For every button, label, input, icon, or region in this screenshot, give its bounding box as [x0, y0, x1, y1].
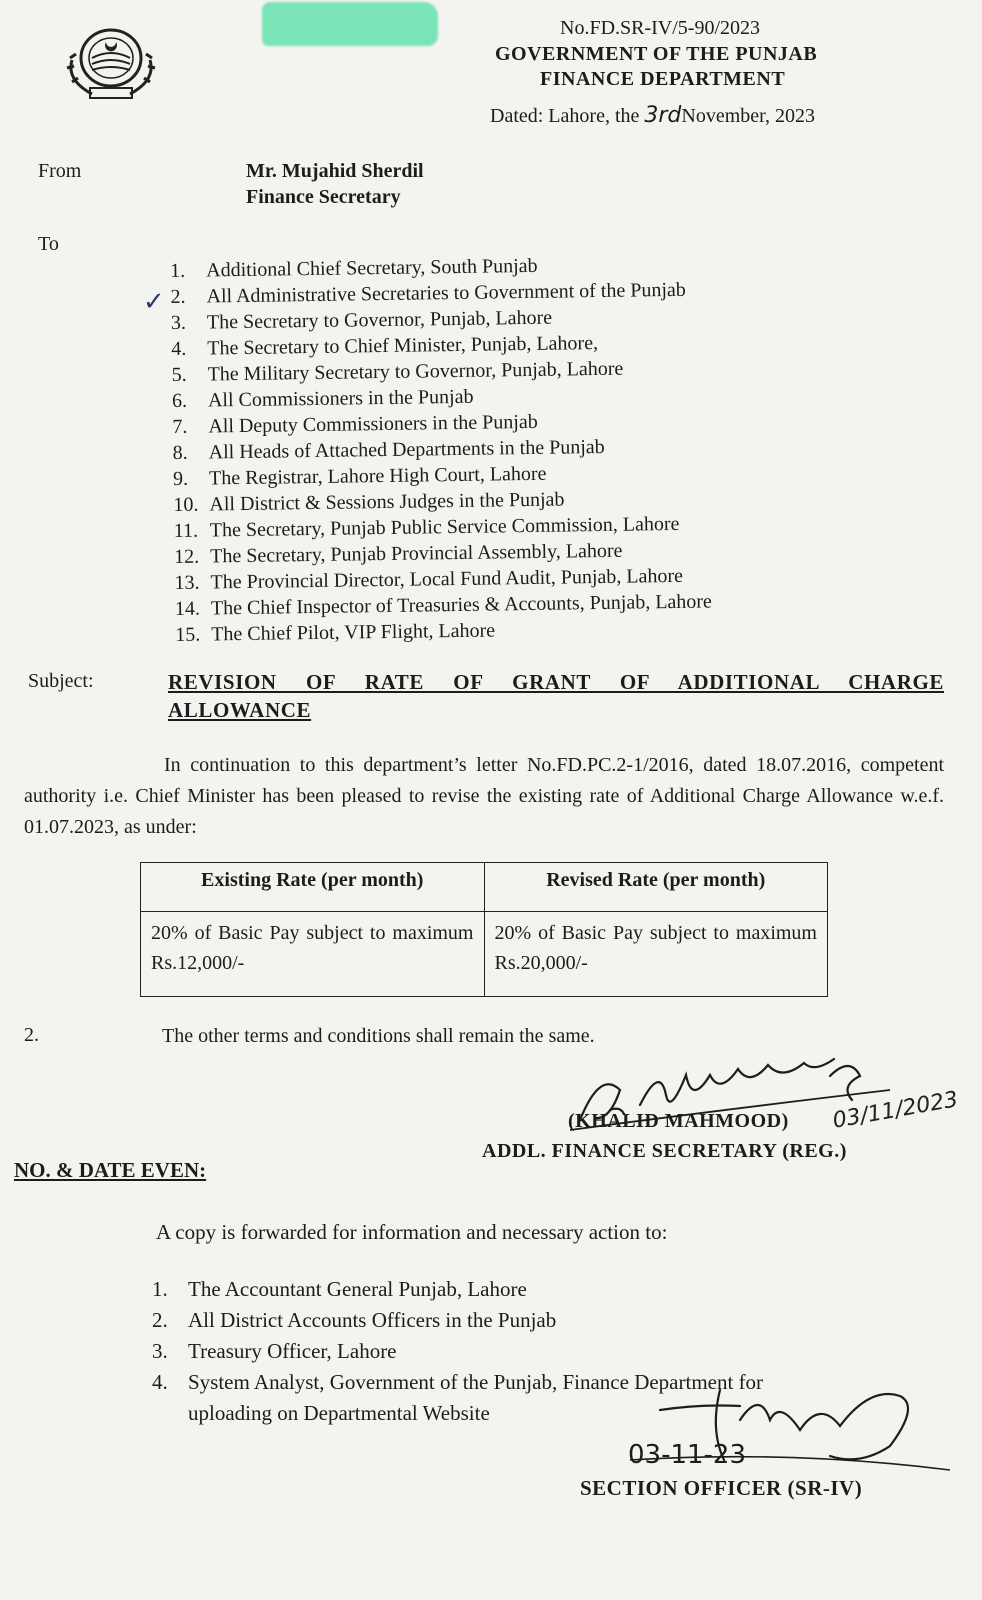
- cell-revised-rate: 20% of Basic Pay subject to maximum Rs.20,000/-: [484, 912, 828, 997]
- dated-line: [490, 103, 815, 128]
- punjab-government-emblem-icon: [62, 20, 160, 104]
- list-item: 11. The Secretary, Punjab Public Service Commission, Lahore: [173, 512, 680, 542]
- sender-block: [246, 158, 424, 210]
- list-item: 1. Additional Chief Secretary, South Punjab: [170, 254, 538, 282]
- list-item: 8. All Heads of Attached Departments in the Punjab: [172, 435, 605, 464]
- list-item-continuation: uploading on Departmental Website: [188, 1401, 490, 1425]
- department-title: FINANCE DEPARTMENT: [540, 68, 786, 90]
- paragraph-2-number: 2.: [24, 1024, 39, 1046]
- subject-line-1: REVISION OF RATE OF GRANT OF ADDITIONAL CHARGE: [168, 670, 944, 694]
- government-title: GOVERNMENT OF THE PUNJAB: [495, 43, 818, 65]
- list-item: 7. All Deputy Commissioners in the Punjab: [172, 410, 538, 438]
- section-officer-designation: SECTION OFFICER (SR-IV): [580, 1476, 863, 1500]
- list-item: 14. The Chief Inspector of Treasuries & Accounts, Punjab, Lahore: [174, 590, 713, 620]
- sender-name: Mr. Mujahid Sherdil: [246, 160, 424, 182]
- signatory-name: (KHALID MAHMOOD): [568, 1110, 789, 1132]
- subject-label: Subject:: [28, 670, 94, 692]
- file-number: No.FD.SR-IV/5-90/2023: [560, 17, 761, 39]
- dated-day-handwritten: 3rd: [644, 103, 682, 128]
- list-item: 5. The Military Secretary to Governor, Punjab, Lahore: [171, 357, 624, 386]
- table-row: [141, 912, 828, 997]
- from-label: From: [38, 160, 82, 182]
- list-item: 4. System Analyst, Government of the Punjab, Finance Department for uploading on Departmental Website: [152, 1367, 763, 1429]
- signatory-designation: ADDL. FINANCE SECRETARY (REG.): [482, 1140, 847, 1162]
- list-item: 2. All Administrative Secretaries to Government of the Punjab: [170, 278, 686, 308]
- check-mark-icon: ✓: [143, 287, 165, 317]
- redaction-mark: [262, 2, 438, 46]
- column-header-revised: Revised Rate (per month): [484, 863, 828, 912]
- distribution-list: [170, 251, 712, 648]
- no-date-even-heading: NO. & DATE EVEN:: [14, 1158, 207, 1182]
- list-item: 3. The Secretary to Governor, Punjab, Lahore: [170, 306, 553, 334]
- list-item: 3. Treasury Officer, Lahore: [152, 1339, 397, 1363]
- rates-table: [140, 862, 828, 997]
- list-item: 2. All District Accounts Officers in the Punjab: [152, 1308, 557, 1332]
- cell-existing-rate: 20% of Basic Pay subject to maximum Rs.12,000/-: [141, 912, 485, 997]
- list-item: 13. The Provincial Director, Local Fund Audit, Punjab, Lahore: [174, 564, 684, 594]
- signatory-handwritten-date: 03/11/2023: [830, 1087, 961, 1134]
- copy-forward-intro: A copy is forwarded for information and necessary action to:: [156, 1220, 668, 1244]
- list-item: 10. All District & Sessions Judges in the Punjab: [173, 488, 565, 516]
- list-item: 6. All Commissioners in the Punjab: [171, 385, 474, 412]
- body-paragraph-2: The other terms and conditions shall remain the same.: [162, 1025, 595, 1047]
- sender-title: Finance Secretary: [246, 186, 401, 208]
- dated-prefix: Dated: Lahore, the: [490, 105, 640, 127]
- list-item: 4. The Secretary to Chief Minister, Punjab, Lahore,: [171, 332, 599, 360]
- subject-line-2: ALLOWANCE: [168, 698, 312, 722]
- list-item: 12. The Secretary, Punjab Provincial Assembly, Lahore: [174, 539, 623, 568]
- list-item: 9. The Registrar, Lahore High Court, Lahore: [172, 462, 547, 490]
- table-header-row: [141, 863, 828, 912]
- body-paragraph-1: In continuation to this department’s letter No.FD.PC.2-1/2016, dated 18.07.2016, competent authority i.e. Chief Minister has been pleased to revise the existing rate of Additional Charge Allowance w.e.f. 01.07.2023, as under:: [24, 754, 944, 838]
- dated-suffix: November, 2023: [681, 105, 816, 127]
- to-label: To: [38, 233, 59, 255]
- list-item: 15. The Chief Pilot, VIP Flight, Lahore: [175, 619, 496, 646]
- section-officer-handwritten-date: 03-11-23: [628, 1440, 747, 1470]
- column-header-existing: Existing Rate (per month): [141, 863, 485, 912]
- list-item: 1. The Accountant General Punjab, Lahore: [152, 1277, 527, 1301]
